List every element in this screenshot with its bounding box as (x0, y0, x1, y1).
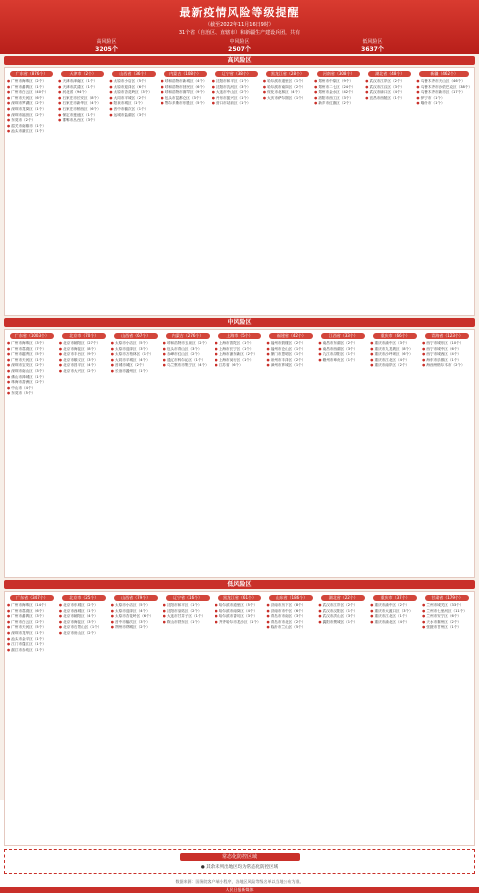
list-item: ● 乌兰察布市集宁区（4个） (163, 363, 213, 368)
list-item: ● 呼和浩特市回民区（6个） (161, 85, 210, 90)
list-item: ● 北京市海淀区（3个） (59, 620, 109, 625)
region-column (422, 594, 472, 652)
footer-box (4, 849, 475, 874)
list-item: ● 太原市万柏林区（1个） (111, 352, 161, 357)
list-item: ● 九江市浔阳区（1个） (318, 352, 368, 357)
list-item: ● 沈阳市和平区（1个） (163, 603, 213, 608)
list-item: ● 齐齐哈尔市龙沙区（1个） (215, 620, 265, 625)
list-item: ● 太原市小店区（5个） (111, 603, 161, 608)
list-item: ● 石家庄市长安区（8个） (58, 96, 107, 101)
list-item: ● 广州市天河区（5个） (7, 625, 57, 630)
region-label: 山西省（36个） (112, 71, 155, 77)
region-label: 北京市（70个） (62, 333, 106, 339)
list-item: ● 海东市乐都区（1个） (422, 358, 472, 363)
list-item: ● 长治市潞州区（1个） (111, 369, 161, 374)
region-label: 福建省（42个） (269, 333, 313, 339)
list-item: ● 深圳市福田区（2个） (7, 113, 56, 118)
footer-bar: 常态化防控区域 (180, 853, 300, 861)
region-label: 山西省（67个） (114, 333, 158, 339)
list-item: ● 北京市朝阳区（27个） (59, 341, 109, 346)
region-column (7, 70, 56, 134)
list-item: ● 广州市海珠区（3个） (7, 341, 57, 346)
stat-high (95, 39, 118, 53)
list-item: ● 深圳市龙岗区（1个） (7, 107, 56, 112)
region-label: 江西省（33个） (321, 333, 365, 339)
list-item: ● 呼和浩特市赛罕区（9个） (161, 90, 210, 95)
region-columns (5, 592, 474, 654)
list-item: ● 东莞市（5个） (7, 391, 57, 396)
region-label: 山西省（79个） (114, 595, 158, 601)
list-item: ● 天水市秦州区（2个） (422, 620, 472, 625)
list-item: ● 包头市青山区（3个） (163, 347, 213, 352)
list-item: ● 广州市天河区（1个） (7, 358, 57, 363)
region-label: 内蒙古（276个） (166, 333, 210, 339)
region-column (314, 70, 363, 134)
list-item: ● 深圳市宝安区（2个） (7, 363, 57, 368)
region-label: 广东省（876个） (10, 71, 53, 77)
region-column (59, 332, 109, 396)
region-column (318, 594, 368, 652)
list-item: ● 鄂尔多斯市东胜区（5个） (161, 101, 210, 106)
list-item: ● 大连市甘井子区（1个） (163, 614, 213, 619)
list-item: ● 上海市浦东新区（2个） (215, 352, 265, 357)
list-item: ● 广州市番禺区（3个） (7, 614, 57, 619)
list-item: ● 武汉市硚口区（4个） (365, 90, 414, 95)
region-label: 广东省（347个） (10, 595, 54, 601)
region-label: 辽宁省（16个） (166, 595, 210, 601)
list-item: ● 邯郸市丛台区（3个） (58, 118, 107, 123)
list-item: ● 汕头市金平区（1个） (7, 637, 57, 642)
list-item: ● 上海市长宁区（1个） (215, 347, 265, 352)
list-item: ● 北京市石景山区（1个） (59, 625, 109, 630)
list-item: ● 运城市盐湖区（3个） (109, 113, 158, 118)
list-item: ● 张掖市甘州区（1个） (422, 625, 472, 630)
list-item: ● 北京市海淀区（8个） (59, 347, 109, 352)
list-item: ● 喀什市（1个） (416, 101, 472, 106)
list-item: ● 西宁市城西区（4个） (422, 352, 472, 357)
list-item: ● 哈尔滨市道里区（5个） (215, 603, 265, 608)
region-column (215, 332, 265, 396)
region-column (111, 594, 161, 652)
list-item: ● 呼和浩特市新城区（4个） (161, 79, 210, 84)
list-item: ● 南昌市西湖区（3个） (318, 347, 368, 352)
section-title: 中风险区 (4, 318, 475, 327)
list-item: ● 西宁市城中区（6个） (422, 347, 472, 352)
list-item: ● 太原市小店区（5个） (111, 341, 161, 346)
region-column (266, 332, 316, 396)
region-column (111, 332, 161, 396)
stat-value: 3205个 (95, 46, 118, 53)
footer-note: ● 其余未列出地区均为常态化防控区域 (200, 865, 279, 870)
region-label: 新疆（462个） (419, 71, 469, 77)
list-item: ● 广州市天河区（6个） (7, 96, 56, 101)
list-item: ● 郑州市中原区（9个） (314, 79, 363, 84)
list-item: ● 大连市中山区（2个） (212, 90, 261, 95)
list-item: ● 东莞市（2个） (7, 118, 56, 123)
list-item: ● 北京市西城区（1个） (59, 609, 109, 614)
list-item: ● 重庆市渝北区（4个） (370, 620, 420, 625)
region-column (370, 594, 420, 652)
risk-section (4, 329, 475, 578)
list-item: ● 大庆市萨尔图区（1个） (263, 96, 312, 101)
region-column (7, 594, 57, 652)
list-item: ● 佛山市禅城区（1个） (7, 375, 57, 380)
region-columns (5, 330, 474, 398)
header (0, 0, 479, 54)
list-item: ● 新乡市红旗区（2个） (314, 101, 363, 106)
list-item: ● 兰州市七里河区（11个） (422, 609, 472, 614)
list-item: ● 石家庄市桥西区（6个） (58, 107, 107, 112)
list-item: ● 晋城市城区（2个） (111, 363, 161, 368)
list-item: ● 厦门市思明区（1个） (266, 352, 316, 357)
region-column (7, 332, 57, 396)
list-item: ● 太原市小店区（5个） (109, 79, 158, 84)
brand-bar: 人民日报新媒体 (0, 887, 479, 893)
risk-section (4, 591, 475, 846)
list-item: ● 北京市朝阳区（4个） (59, 614, 109, 619)
region-label: 天津市（2个） (61, 71, 104, 77)
list-item: ● 广州市海珠区（14个） (7, 603, 57, 608)
region-label: 青海省（123个） (425, 333, 469, 339)
region-column (416, 70, 472, 134)
region-column (163, 332, 213, 396)
list-item: ● 沈阳市沈河区（3个） (212, 85, 261, 90)
stat-value: 3637个 (361, 46, 384, 53)
list-item: ● 洛阳市西工区（3个） (314, 96, 363, 101)
list-item: ● 乌鲁木齐市天山区（46个） (416, 79, 472, 84)
region-label: 山东省（186个） (269, 595, 313, 601)
list-item: ● 伊宁市（1个） (416, 96, 472, 101)
region-label: 湖北省（22个） (321, 595, 365, 601)
list-item: ● 营口市站前区（1个） (212, 101, 261, 106)
list-item: ● 沈阳市和平区（1个） (212, 79, 261, 84)
stat-label: 低风险区 (362, 39, 383, 45)
list-item: ● 韶关市南雄市（1个） (7, 124, 56, 129)
page-subtitle: （截至2022年11月16日9时） (205, 22, 274, 28)
stat-low (361, 39, 384, 53)
list-item: ● 武汉市江岸区（2个） (318, 603, 368, 608)
list-item: ● 太原市迎泽区（4个） (111, 609, 161, 614)
risk-stats (0, 36, 479, 53)
list-item: ● 朔州市朔城区（2个） (111, 625, 161, 630)
region-label: 内蒙古（108个） (164, 71, 207, 77)
list-item: ● 襄阳市樊城区（1个） (318, 620, 368, 625)
list-item: ● 福州市仓山区（1个） (266, 347, 316, 352)
list-item: ● 太原市杏花岭区（3个） (109, 90, 158, 95)
region-label: 广东省（1003个） (10, 333, 54, 339)
region-columns (5, 68, 474, 136)
list-item: ● 重庆市大渡口区（3个） (370, 609, 420, 614)
list-item: ● 江苏省（6个） (215, 363, 265, 368)
region-column (263, 70, 312, 134)
list-item: ● 重庆市江北区（1个） (370, 614, 420, 619)
list-item: ● 深圳市罗湖区（2个） (7, 101, 56, 106)
list-item: ● 晋中市榆次区（3个） (111, 620, 161, 625)
list-item: ● 汕头市濠江区（1个） (7, 129, 56, 134)
list-item: ● 北京市大兴区（2个） (59, 369, 109, 374)
list-item: ● 重庆市九龙坡区（8个） (370, 347, 420, 352)
stat-label: 高风险区 (96, 39, 117, 45)
list-item: ● 重庆市渝中区（3个） (370, 341, 420, 346)
list-item: ● 天津市津南区（1个） (58, 79, 107, 84)
list-item: ● 北京市丰台区（9个） (59, 352, 109, 357)
list-item: ● 珠海市香洲区（2个） (7, 380, 57, 385)
region-column (422, 332, 472, 396)
list-item: ● 北京市房山区（2个） (59, 631, 109, 636)
list-item: ● 湛江市赤坎区（1个） (7, 648, 57, 653)
list-item: ● 广州市白云区（2个） (7, 620, 57, 625)
region-column (58, 70, 107, 134)
list-item: ● 大同市平城区（4个） (111, 358, 161, 363)
list-item: ● 武汉市江汉区（3个） (365, 85, 414, 90)
region-column (212, 70, 261, 134)
list-item: ● 重庆市沙坪坝区（6个） (370, 352, 420, 357)
list-item: ● 广州市荔湾区（6个） (7, 609, 57, 614)
page-title: 最新疫情风险等级提醒 (179, 6, 300, 19)
region-column (109, 70, 158, 134)
region-column (318, 332, 368, 396)
list-item: ● 郑州市二七区（24个） (314, 85, 363, 90)
region-label: 甘肃省（179个） (425, 595, 469, 601)
list-item: ● 临沂市兰山区（5个） (266, 625, 316, 630)
list-item: ● 太原市迎泽区（6个） (109, 85, 158, 90)
list-item: ● 包头市昆都仑区（3个） (161, 96, 210, 101)
region-column (215, 594, 265, 652)
list-item: ● 天津市武清区（1个） (58, 85, 107, 90)
section-title: 低风险区 (4, 580, 475, 589)
list-item: ● 大同市平城区（2个） (109, 96, 158, 101)
list-item: ● 赣州市章贡区（1个） (318, 358, 368, 363)
list-item: ● 重庆市江北区（4个） (370, 358, 420, 363)
risk-sections (0, 56, 479, 846)
region-column (370, 332, 420, 396)
list-item: ● 重庆市渝中区（2个） (370, 603, 420, 608)
stat-value: 2507个 (228, 46, 251, 53)
list-item: ● 北京市顺义区（3个） (59, 358, 109, 363)
region-label: 辽宁省（38个） (215, 71, 258, 77)
list-item: ● 青岛市市北区（2个） (266, 620, 316, 625)
list-item: ● 广州市越秀区（5个） (7, 352, 57, 357)
stat-medium (228, 39, 251, 53)
list-item: ● 深圳市龙华区（1个） (7, 631, 57, 636)
list-item: ● 阳泉市城区（1个） (109, 101, 158, 106)
list-item: ● 济南市市中区（6个） (266, 609, 316, 614)
list-item: ● 郑州市金水区（42个） (314, 90, 363, 95)
list-item: ● 丹东市振兴区（1个） (212, 96, 261, 101)
list-item: ● 深圳市南山区（3个） (7, 369, 57, 374)
list-item: ● 漳州市芗城区（1个） (266, 363, 316, 368)
list-item: ● 广州市番禺区（1个） (7, 85, 56, 90)
list-item: ● 武汉市汉阳区（1个） (318, 609, 368, 614)
list-item: ● 河北省（94个） (58, 90, 107, 95)
list-item: ● 海西州格尔木市（2个） (422, 363, 472, 368)
region-label: 重庆市（66个） (373, 333, 417, 339)
stat-label: 中风险区 (229, 39, 250, 45)
list-item: ● 呼和浩特市玉泉区（2个） (163, 341, 213, 346)
region-column (59, 594, 109, 652)
list-item: ● 重庆市南岸区（2个） (370, 363, 420, 368)
risk-section (4, 67, 475, 316)
list-item: ● 泉州市丰泽区（2个） (266, 358, 316, 363)
list-item: ● 保定市莲池区（1个） (58, 113, 107, 118)
list-item: ● 沈阳市皇姑区（2个） (163, 609, 213, 614)
list-item: ● 通辽市科尔沁区（1个） (163, 358, 213, 363)
list-item: ● 晋中市榆次区（1个） (109, 107, 158, 112)
list-item: ● 广州市海珠区（2个） (7, 79, 56, 84)
section-title: 高风险区 (4, 56, 475, 65)
list-item: ● 武汉市江岸区（2个） (365, 79, 414, 84)
list-item: ● 石家庄市新华区（4个） (58, 101, 107, 106)
region-column (365, 70, 414, 134)
list-item: ● 鞍山市铁东区（1个） (163, 620, 213, 625)
list-item: ● 兰州市安宁区（6个） (422, 614, 472, 619)
region-label: 上海市（5个） (218, 333, 262, 339)
list-item: ● 上海市普陀区（1个） (215, 341, 265, 346)
list-item: ● 太原市迎泽区（3个） (111, 347, 161, 352)
list-item: ● 武汉市洪山区（3个） (318, 614, 368, 619)
list-item: ● 兰州市城关区（33个） (422, 603, 472, 608)
list-item: ● 乌鲁木齐市新市区（17个） (416, 90, 472, 95)
source-note: 数据来源：国务院客户端小程序，各地区风险等级名单以当地公布为准。 (175, 879, 304, 884)
region-label: 北京市（25个） (62, 595, 106, 601)
list-item: ● 青岛市市南区（3个） (266, 614, 316, 619)
list-item: ● 绥化市北林区（4个） (263, 90, 312, 95)
list-item: ● 北京市东城区（2个） (59, 603, 109, 608)
list-item: ● 广州市白云区（40个） (7, 90, 56, 95)
list-item: ● 哈尔滨市香坊区（3个） (215, 614, 265, 619)
region-label: 黑龙江省（61个） (218, 595, 262, 601)
list-item: ● 济南市历下区（8个） (266, 603, 316, 608)
region-label: 河南省（308个） (317, 71, 360, 77)
region-label: 黑龙江省（28个） (266, 71, 309, 77)
list-item: ● 南昌市东湖区（2个） (318, 341, 368, 346)
region-column (163, 594, 213, 652)
list-item: ● 福州市鼓楼区（2个） (266, 341, 316, 346)
region-column (266, 594, 316, 652)
list-item: ● 中山市（4个） (7, 386, 57, 391)
list-item: ● 赤峰市红山区（2个） (163, 352, 213, 357)
list-item: ● 哈尔滨市南岗区（2个） (263, 85, 312, 90)
list-item: ● 宜昌市西陵区（1个） (365, 96, 414, 101)
region-label: 湖北省（48个） (368, 71, 411, 77)
list-item: ● 广州市荔湾区（7个） (7, 347, 57, 352)
list-item: ● 乌鲁木齐市沙依巴克区（38个） (416, 85, 472, 90)
region-label: 重庆市（37个） (373, 595, 417, 601)
list-item: ● 上海市闵行区（1个） (215, 358, 265, 363)
list-item: ● 江门市蓬江区（1个） (7, 642, 57, 647)
list-item: ● 北京市昌平区（4个） (59, 363, 109, 368)
region-column (161, 70, 210, 134)
summary-text: 31个省（自治区、直辖市）和新疆生产建设兵团，共有 (178, 30, 301, 36)
list-item: ● 哈尔滨市南岗区（4个） (215, 609, 265, 614)
list-item: ● 西宁市城东区（10个） (422, 341, 472, 346)
list-item: ● 哈尔滨市道里区（1个） (263, 79, 312, 84)
list-item: ● 太原市杏花岭区（6个） (111, 614, 161, 619)
